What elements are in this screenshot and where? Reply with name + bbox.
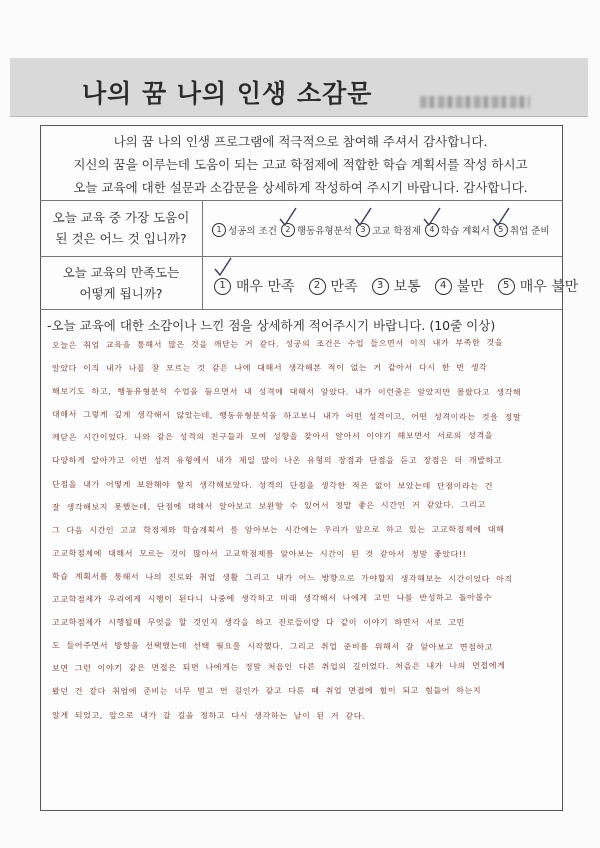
check-mark-icon (423, 210, 441, 228)
divider (202, 200, 203, 309)
question1-label: 오늘 교육 중 가장 도움이 된 것은 어느 것 입니까? (52, 210, 190, 246)
question1-option-2[interactable]: 2 행동유형분석 (281, 223, 352, 237)
divider (40, 309, 562, 310)
check-mark-icon (214, 260, 232, 278)
divider (40, 200, 562, 201)
question2-option-1[interactable]: 1 매우 만족 (214, 276, 295, 296)
check-mark-icon (279, 210, 297, 228)
essay-line: 도 들어주면서 방향을 선택했는데 선택 필요를 시작했다. 그리고 취업 준비를 위해서 갈 알아보고 면접하고 (51, 641, 494, 653)
check-mark-icon (354, 210, 372, 228)
essay-handwritten-text (52, 334, 552, 727)
essay-line: 잘 생각해보지 못했는데, 단점에 대해서 알아보고 보완할 수 있어서 정말 좋은 시간인 거 같았다. 그리고 (51, 499, 486, 512)
question2-options (214, 276, 592, 296)
essay-line: 단점을 내가 어떻게 보완해야 할지 생각해보았다. 성격의 단점을 생각한 적은 없이 보았는데 단점이라는 건 (51, 479, 494, 491)
question2-option-2[interactable]: 2 만족 (309, 276, 358, 296)
question1-option-4[interactable]: 4 학습 계획서 (425, 223, 490, 237)
redacted-name (420, 96, 530, 108)
question2-label: 오늘 교육의 만족도는 어떻게 됩니까? (62, 265, 180, 301)
essay-line: 고교학점제가 시행될때 무엇을 할 것인지 생각을 하고 진로들이랑 다 같이 이야기 하면서 서로 고민 (52, 618, 465, 628)
question2-option-3[interactable]: 3 보통 (372, 276, 421, 296)
essay-line: 알았다 이직 내가 나를 잘 모르는 것 같은 나에 대해서 생각해본 적이 없는 거 같아서 다시 한 번 생각 (51, 363, 488, 374)
essay-line: 깨닫은 시간이었다. 나와 같은 성격의 친구들과 모여 성향을 찾아서 알아서 이야기 해보면서 서로의 성격을 (51, 431, 494, 443)
page-title: 나의 꿈 나의 인생 소감문 (82, 79, 373, 108)
essay-prompt: -오늘 교육에 대한 소감이나 느낀 점을 상세하게 적어주시기 바랍니다. (10줄 이상) (47, 318, 496, 333)
question2-option-5[interactable]: 5 매우 불만 (498, 276, 579, 296)
essay-line: 그 다음 시간인 고교 학점제와 학습계획서 를 알아보는 시간에는 우리가 앞으로 하고 있는 고교학점제에 대해 (51, 524, 505, 535)
essay-line: 다양하게 알아가고 이번 성격 유형에서 내가 제일 많이 나온 유형의 장점과 단점을 듣고 장점은 더 개발하고 (52, 456, 503, 466)
essay-line: 대해서 그렇게 깊게 생각해서 않았는데, 행동유형분석을 하고보니 내가 어떤 성격이고, 어떤 성격이라는 것을 정말 (51, 410, 522, 423)
question2-option-4[interactable]: 4 불만 (435, 276, 484, 296)
essay-line: 학습 계획서를 통해서 나의 진로와 취업 생활 그리고 내가 어느 방향으로 가야할지 생각해보는 시간이었다 아직 (51, 571, 513, 584)
intro-line: 나의 꿈 나의 인생 프로그램에 적극적으로 참여해 주셔서 감사합니다. (113, 134, 488, 149)
essay-line: 봤던 건 같다 취업에 준비는 너무 멀고 먼 길인가 같고 다른 때 취업 면접에 힘이 되고 힘들어 하는지 (51, 686, 482, 697)
essay-line: 알게 되었고, 앞으로 내가 갈 길을 정하고 다시 생각하는 날이 된 거 같다. (51, 710, 366, 721)
intro-text (40, 130, 561, 199)
essay-line: 고교학점제가 우리에게 시행이 된다니 나중에 생각하고 미래 생각해서 나에게 고민 나를 반성하고 돌아볼수 (51, 593, 493, 605)
essay-line: 고교학점제에 대해서 모르는 것이 많아서 고교학점제를 알아보는 시간이 된 것 같아서 정말 좋았다!! (51, 548, 467, 559)
essay-line: 해보기도 하고, 행동유형분석 수업을 들으면서 내 성격에 대해서 알았다. 내가 이런줄은 알았지만 몰랐다고 생각해 (51, 387, 522, 398)
essay-line: 오늘은 취업 교육을 통해서 많은 것을 깨닫는 거 같다. 성공의 조건은 수업 들으면서 이직 내가 부족한 것을 (51, 338, 504, 350)
intro-line: 지신의 꿈을 이루는데 도움이 되는 고교 학점제에 적합한 학습 계획서를 작성 하시고 (73, 157, 528, 172)
question1-options (212, 223, 554, 237)
question1-option-5[interactable]: 5 취업 준비 (494, 223, 550, 237)
question1-option-3[interactable]: 3 고교 학점제 (356, 223, 421, 237)
question1-option-1[interactable]: 1 성공의 조건 (212, 223, 277, 237)
check-mark-icon (492, 210, 510, 228)
essay-line: 보면 그런 이야기 같은 면접은 되면 나에게는 정말 처음인 다른 취업의 길이었다. 처음은 내가 나의 면접에게 (51, 661, 506, 674)
divider (40, 256, 562, 257)
intro-line: 오늘 교육에 대한 설문과 소감문을 상세하게 작성하여 주시기 바랍니다. 감사합니다. (73, 180, 528, 195)
